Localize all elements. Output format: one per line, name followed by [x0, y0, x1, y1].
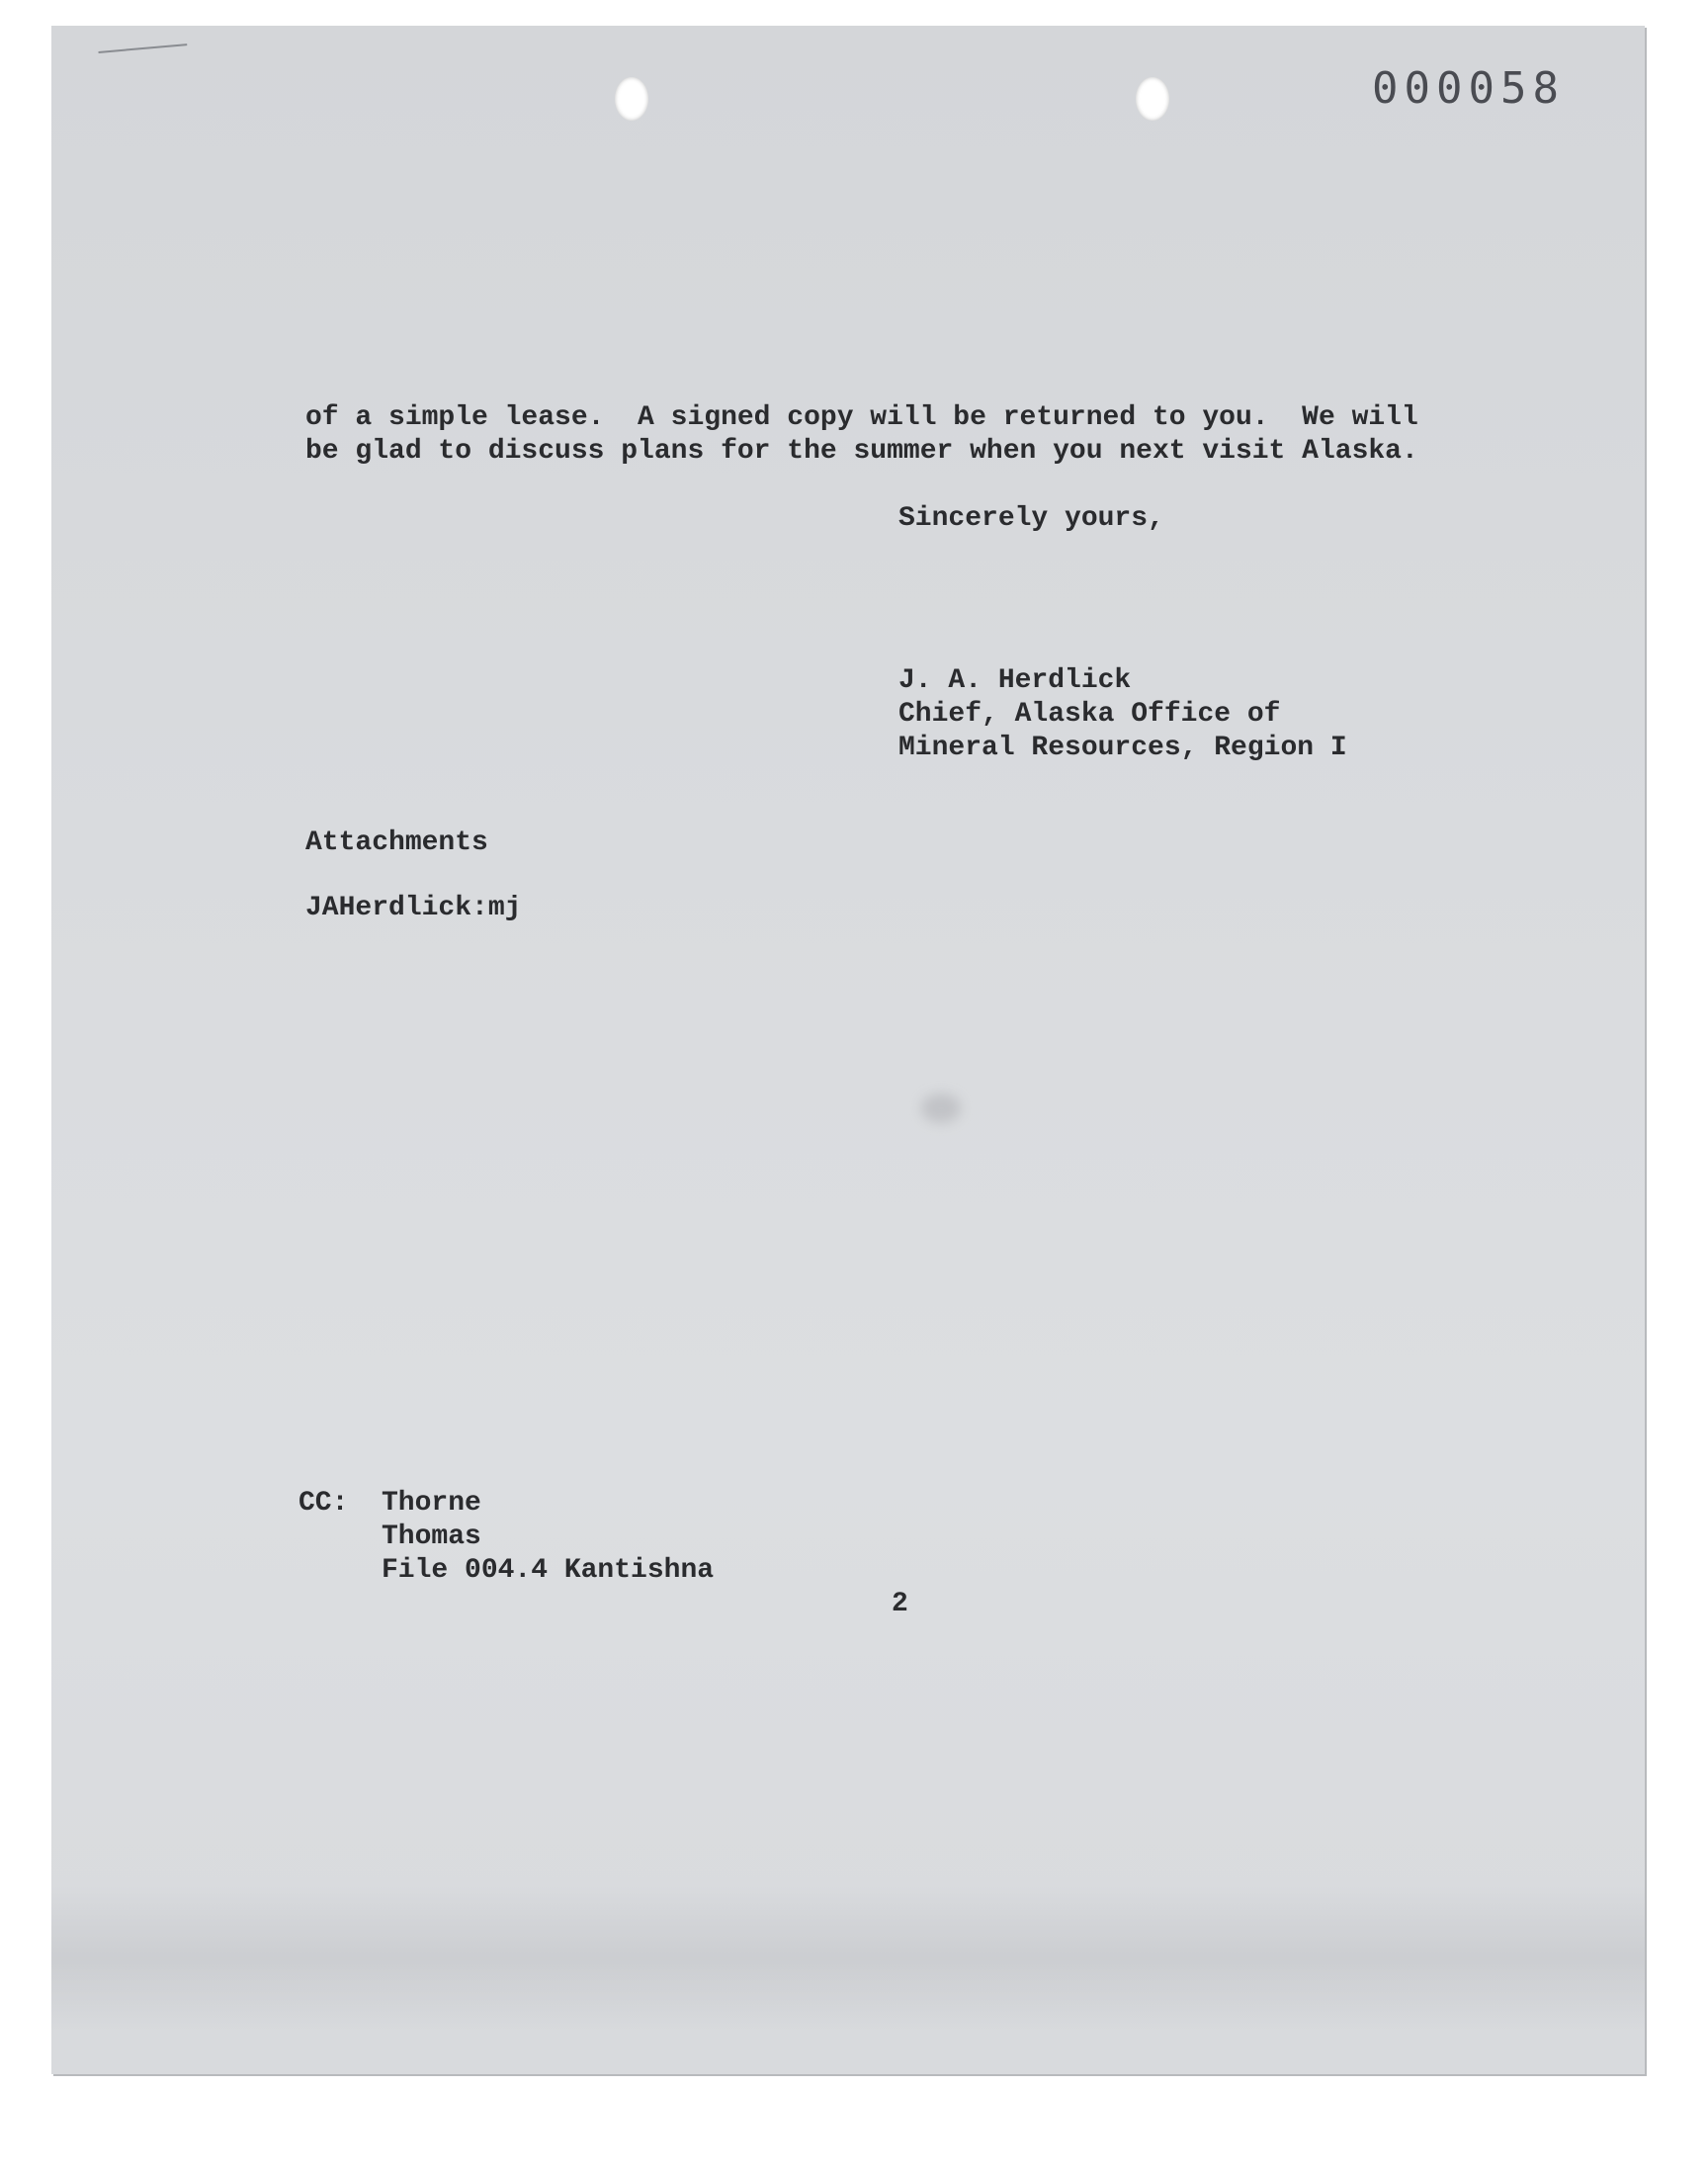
cc-recipient: Thorne [382, 1488, 481, 1519]
bleed-through-band [51, 1884, 1645, 2033]
typist-initials: JAHerdlick:mj [305, 893, 522, 923]
cc-recipient: File 004.4 Kantishna [382, 1555, 715, 1586]
signatory-title-line-2: Mineral Resources, Region I [898, 733, 1347, 763]
signatory-name: J. A. Herdlick [898, 665, 1132, 696]
punch-hole-left [615, 77, 648, 121]
punch-hole-right [1136, 77, 1169, 121]
cc-label: CC: [299, 1488, 349, 1519]
signatory-title-line-1: Chief, Alaska Office of [898, 699, 1281, 730]
letter-closing: Sincerely yours, [898, 503, 1164, 534]
body-text-line-2: be glad to discuss plans for the summer when you next visit Alaska. [305, 436, 1418, 467]
body-text-line-1: of a simple lease. A signed copy will be returned to you. We will [305, 402, 1418, 433]
paper-sheet [51, 26, 1645, 2074]
pencil-mark [98, 44, 188, 67]
document-stamp-number: 000058 [1372, 63, 1565, 114]
page-number: 2 [892, 1589, 908, 1619]
cc-recipient: Thomas [382, 1522, 481, 1552]
attachments-label: Attachments [305, 827, 488, 858]
